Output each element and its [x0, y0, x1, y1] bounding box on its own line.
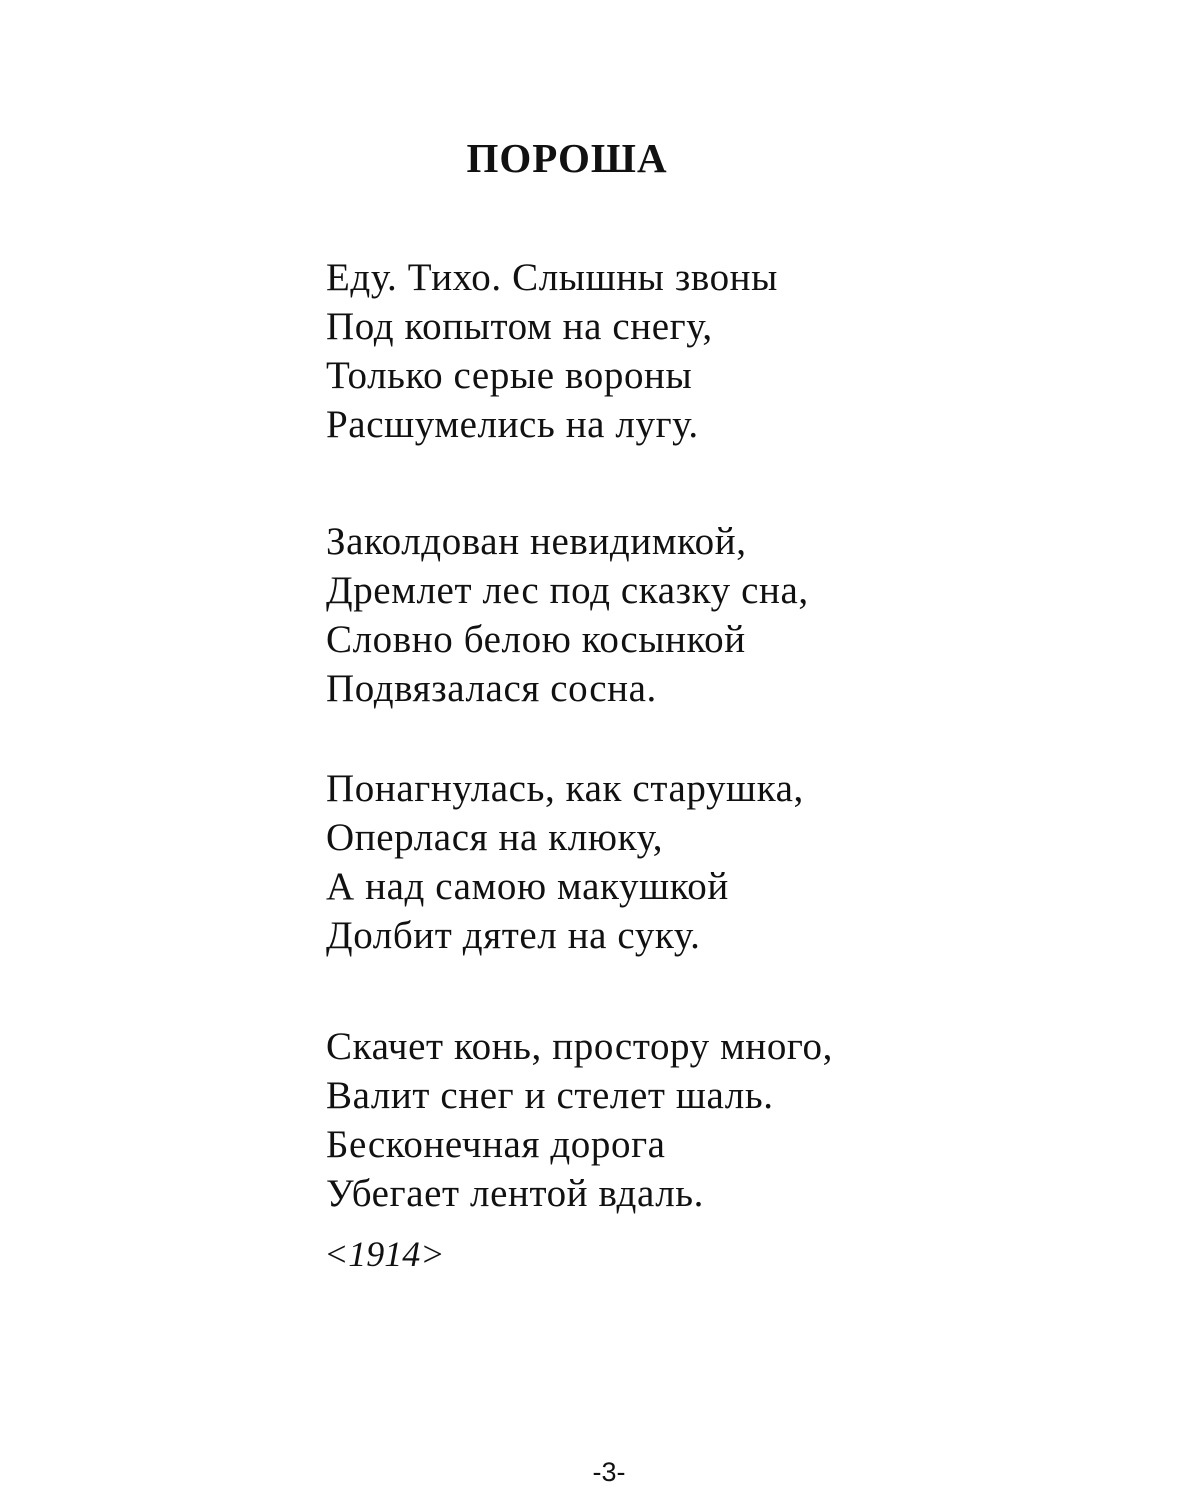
verse-line: Словно белою косынкой	[326, 618, 746, 661]
verse-line: Дремлет лес под сказку сна,	[326, 569, 809, 612]
stanza-2	[326, 517, 809, 713]
verse-line: Долбит дятел на суку.	[326, 914, 701, 957]
verse-line: Расшумелись на лугу.	[326, 403, 699, 446]
stanza-1	[326, 253, 778, 449]
poem-date: <1914>	[324, 1234, 445, 1274]
verse-line: Понагнулась, как старушка,	[326, 767, 804, 810]
verse-line: Убегает лентой вдаль.	[326, 1172, 705, 1215]
verse-line: Оперлася на клюку,	[326, 816, 664, 859]
verse-line: А над самою макушкой	[326, 865, 729, 908]
verse-line: Под копытом на снегу,	[326, 305, 713, 348]
verse-line: Скачет конь, простору много,	[326, 1025, 834, 1068]
page-number: -3-	[592, 1457, 626, 1487]
stanza-4	[326, 1022, 833, 1218]
verse-line: Еду. Тихо. Слышны звоны	[326, 256, 778, 299]
verse-line: Заколдован невидимкой,	[326, 520, 747, 563]
poem-title: ПОРОША	[466, 135, 668, 181]
verse-line: Подвязалася сосна.	[326, 667, 657, 710]
verse-line: Бесконечная дорога	[326, 1123, 666, 1166]
verse-line: Валит снег и стелет шаль.	[326, 1074, 774, 1117]
verse-line: Только серые вороны	[326, 354, 693, 397]
stanza-3	[326, 764, 804, 960]
